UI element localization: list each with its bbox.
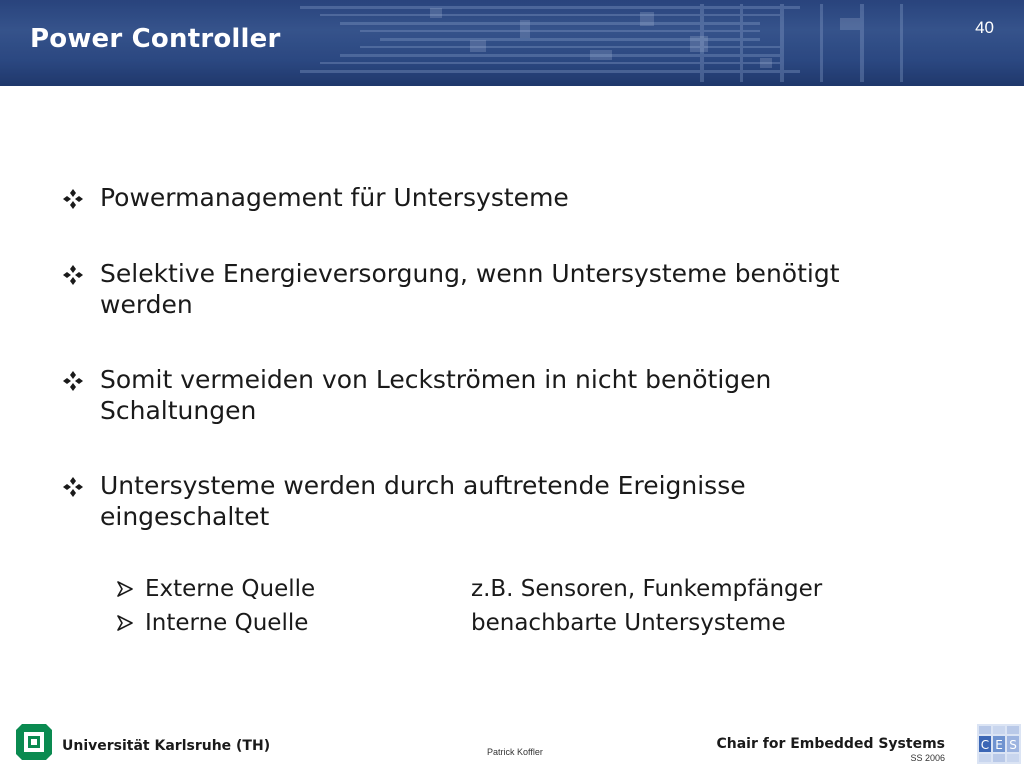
bullet-text: Somit vermeiden von Leckströmen in nicht benötigen [100,365,772,394]
header-banner [0,0,1024,86]
bullet-text: Untersysteme werden durch auftretende Ereignisse [100,471,746,500]
slide-number: 40 [975,18,994,37]
university-logo-icon [14,722,54,762]
chair-name: Chair for Embedded Systems [716,736,945,752]
sub-bullet-description: z.B. Sensoren, Funkempfänger [471,576,823,602]
arrow-bullet-icon [116,580,134,598]
diamond-bullet-icon [62,476,84,498]
bullet-text: Powermanagement für Untersysteme [100,183,569,212]
ces-logo-letter: C [980,738,990,752]
bullet-text-continued: eingeschaltet [100,502,270,531]
diamond-bullet-icon [62,264,84,286]
arrow-bullet-icon [116,614,134,632]
ces-logo-letter: E [995,738,1003,752]
university-name: Universität Karlsruhe (TH) [62,738,271,754]
bullet-text-continued: Schaltungen [100,396,257,425]
bullet-text: Selektive Energieversorgung, wenn Untersysteme benötigt [100,259,840,288]
slide-title: Power Controller [30,24,281,54]
sub-bullet-label: Interne Quelle [145,610,309,636]
semester-label: SS 2006 [910,753,945,763]
diamond-bullet-icon [62,188,84,210]
diamond-bullet-icon [62,370,84,392]
author-name: Patrick Koffler [487,747,543,757]
bullet-text-continued: werden [100,290,193,319]
ces-logo-letter: S [1009,738,1017,752]
ces-logo-icon [977,724,1021,764]
sub-bullet-description: benachbarte Untersysteme [471,610,786,636]
sub-bullet-label: Externe Quelle [145,576,316,602]
